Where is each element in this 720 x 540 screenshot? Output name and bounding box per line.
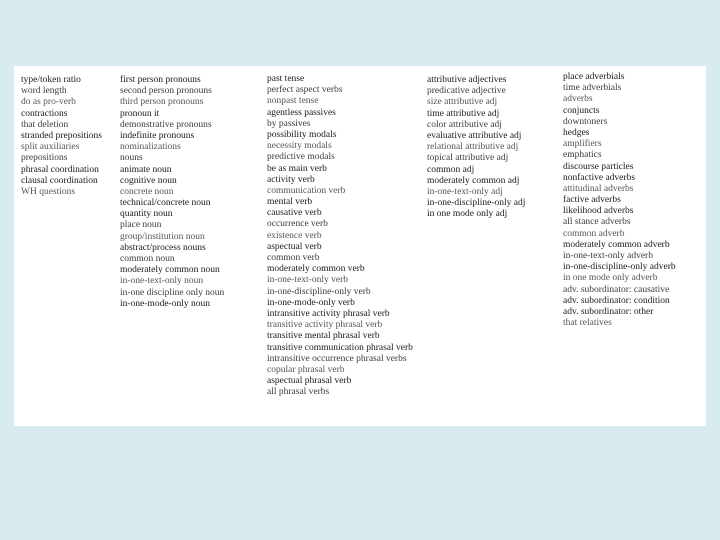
feature-item: prepositions <box>21 153 68 164</box>
column-general-features <box>21 75 102 198</box>
feature-item: adv. subordinator: condition <box>563 295 670 306</box>
feature-item: nonpast tense <box>267 96 319 107</box>
feature-item: transitive activity phrasal verb <box>267 320 383 331</box>
feature-item: intransitive occurrence phrasal verbs <box>267 353 407 364</box>
feature-item: emphatics <box>563 150 602 161</box>
feature-item: indefinite pronouns <box>120 130 195 141</box>
feature-item: factive adverbs <box>563 195 621 206</box>
feature-item: technical/concrete noun <box>120 198 211 209</box>
feature-item: common noun <box>120 254 175 264</box>
feature-item: split auxiliaries <box>21 142 80 153</box>
feature-item: aspectual verb <box>267 241 322 252</box>
column-verb-features <box>267 74 413 398</box>
feature-item: moderately common adverb <box>563 239 670 250</box>
feature-item: perfect aspect verbs <box>267 85 343 96</box>
feature-item: be as main verb <box>267 163 327 174</box>
feature-item: phrasal coordination <box>21 164 99 175</box>
feature-item: existence verb <box>267 230 322 241</box>
feature-item: common adj <box>427 164 475 175</box>
feature-item: relational attributive adj <box>427 142 519 153</box>
feature-item: past tense <box>267 74 305 84</box>
feature-item: in-one-discipline-only adj <box>427 198 526 209</box>
feature-item: amplifiers <box>563 139 602 150</box>
feature-item: predictive modals <box>267 152 335 163</box>
feature-item: mental verb <box>267 197 313 208</box>
feature-item: all phrasal verbs <box>267 387 330 398</box>
column-adjective-features <box>427 75 525 220</box>
feature-item: by passives <box>267 118 311 129</box>
feature-item: in-one-text-only adverb <box>563 251 653 261</box>
feature-item: transitive mental phrasal verb <box>267 331 380 342</box>
feature-item: third person pronouns <box>120 97 204 108</box>
feature-item: in-one-text-only verb <box>267 275 348 286</box>
feature-item: occurrence verb <box>267 219 328 230</box>
feature-item: that relatives <box>563 318 612 329</box>
feature-item: aspectual phrasal verb <box>267 376 352 387</box>
feature-item: transitive communication phrasal verb <box>267 342 413 353</box>
feature-item: activity verb <box>267 174 315 185</box>
feature-item: abstract/process nouns <box>120 242 206 253</box>
feature-item: necessity modals <box>267 141 332 152</box>
feature-item: stranded prepositions <box>21 130 103 141</box>
feature-item: clausal coordination <box>21 175 98 186</box>
feature-item: intransitive activity phrasal verb <box>267 308 390 319</box>
feature-item: agentless passives <box>267 107 336 118</box>
feature-item: attributive adjectives <box>427 75 507 85</box>
feature-item: in-one-mode-only verb <box>267 297 355 308</box>
feature-item: hedges <box>563 127 590 138</box>
feature-item: in-one-mode-only noun <box>120 298 210 309</box>
feature-item: adv. subordinator: other <box>563 306 654 317</box>
feature-item: in one mode only adj <box>427 209 508 220</box>
feature-item: discourse particles <box>563 161 634 172</box>
feature-item: in-one-discipline-only verb <box>267 286 371 297</box>
feature-item: group/institution noun <box>120 231 205 242</box>
feature-item: moderately common verb <box>267 264 365 275</box>
column-pronoun-noun-features <box>120 75 224 310</box>
feature-item: topical attributive adj <box>427 153 509 164</box>
column-adverb-features <box>563 72 676 329</box>
feature-item: that deletion <box>21 119 69 130</box>
feature-item: copular phrasal verb <box>267 364 345 375</box>
feature-item: predicative adjective <box>427 86 506 97</box>
feature-item: time attributive adj <box>427 108 500 119</box>
feature-item: in-one-text-only adj <box>427 186 503 197</box>
feature-item: place noun <box>120 220 162 231</box>
feature-item: likelihood adverbs <box>563 206 634 217</box>
feature-item: moderately common adj <box>427 175 520 186</box>
feature-item: in-one-discipline-only adverb <box>563 262 676 273</box>
feature-item: communication verb <box>267 185 346 196</box>
feature-item: causative verb <box>267 208 322 219</box>
feature-item: possibility modals <box>267 129 337 140</box>
feature-item: nominalizations <box>120 142 181 153</box>
feature-item: contractions <box>21 108 68 119</box>
feature-item: cognitive noun <box>120 175 177 186</box>
feature-item: animate noun <box>120 164 172 175</box>
feature-item: WH questions <box>21 186 76 197</box>
feature-item: nonfactive adverbs <box>563 172 636 183</box>
feature-item: in-one-text-only noun <box>120 276 204 287</box>
feature-item: adv. subordinator: causative <box>563 284 670 295</box>
feature-item: evaluative attributive adj <box>427 130 522 141</box>
feature-item: pronoun it <box>120 108 160 119</box>
feature-item: type/token ratio <box>21 75 81 85</box>
feature-item: moderately common noun <box>120 265 220 276</box>
feature-item: all stance adverbs <box>563 217 631 228</box>
feature-item: color attributive adj <box>427 119 502 130</box>
feature-item: nouns <box>120 153 143 164</box>
feature-item: concrete noun <box>120 186 174 197</box>
feature-item: place adverbials <box>563 72 625 82</box>
feature-item: in-one discipline only noun <box>120 287 225 298</box>
feature-item: do as pro-verb <box>21 97 76 108</box>
feature-item: size attributive adj <box>427 97 498 108</box>
feature-item: conjuncts <box>563 105 600 116</box>
feature-item: second person pronouns <box>120 86 212 97</box>
feature-item: downtoners <box>563 116 608 127</box>
feature-item: first person pronouns <box>120 75 201 85</box>
feature-item: quantity noun <box>120 209 173 220</box>
feature-item: demonstrative pronouns <box>120 119 212 130</box>
feature-item: common adverb <box>563 228 625 239</box>
feature-list-image <box>14 66 706 426</box>
feature-item: common verb <box>267 253 320 263</box>
feature-item: adverbs <box>563 94 593 105</box>
feature-item: word length <box>21 86 67 97</box>
feature-item: in one mode only adverb <box>563 273 658 284</box>
feature-item: attitudinal adverbs <box>563 183 634 194</box>
feature-item: time adverbials <box>563 83 622 94</box>
